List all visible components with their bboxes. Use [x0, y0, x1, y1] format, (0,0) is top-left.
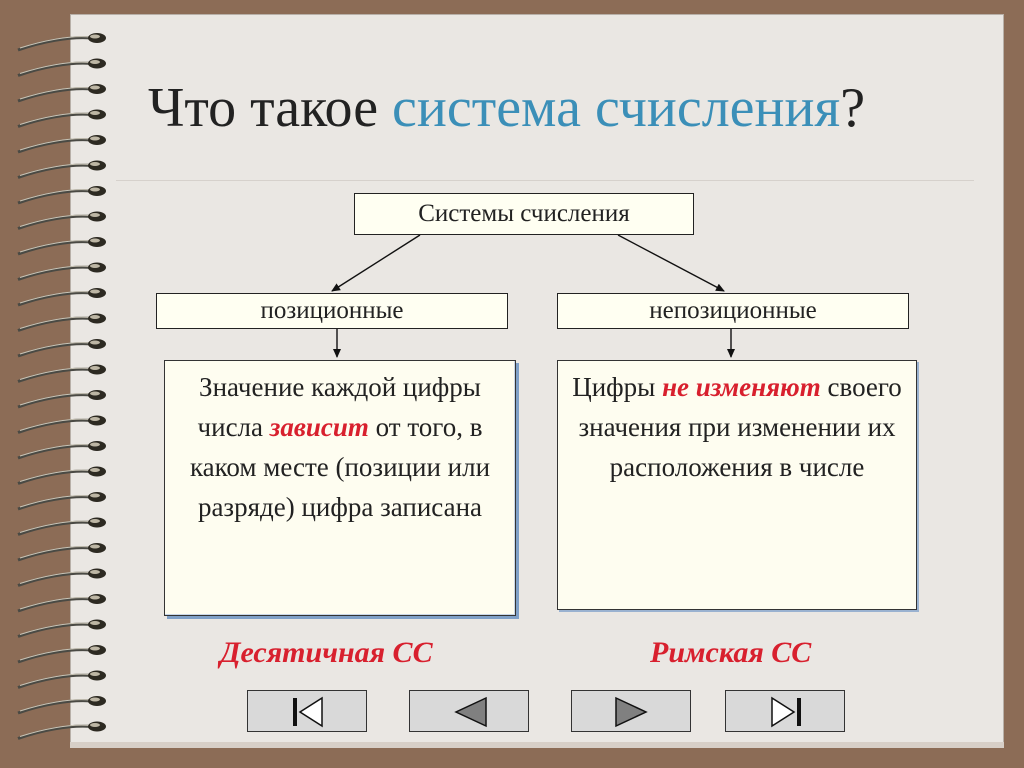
- nonpositional-desc-emphasis: не изменяют: [662, 372, 821, 402]
- spiral-ring: [18, 722, 106, 739]
- spiral-ring: [18, 339, 106, 356]
- positional-node: позиционные: [156, 293, 508, 329]
- slide-title: [148, 76, 865, 140]
- last-slide-button[interactable]: [725, 690, 845, 732]
- root-node: Системы счисления: [354, 193, 694, 235]
- skip-first-icon: [248, 691, 368, 733]
- spiral-ring: [18, 135, 106, 152]
- spiral-ring: [18, 696, 106, 713]
- spiral-ring: [18, 263, 106, 280]
- spiral-ring: [18, 467, 106, 484]
- positional-desc-emphasis: зависит: [269, 412, 369, 442]
- title-suffix: ?: [840, 77, 866, 139]
- nonpositional-desc-text-1: Цифры: [572, 372, 663, 402]
- positional-desc-text-2: от того, в каком месте (позиции или разряде) цифра записана: [189, 412, 491, 522]
- spiral-ring: [18, 161, 106, 178]
- positional-desc-text-1: Значение каждой цифры числа: [197, 372, 481, 442]
- spiral-ring: [18, 212, 106, 229]
- nonpositional-desc-text-2: своего значения при изменении их расположения в числе: [578, 372, 902, 482]
- spiral-ring: [18, 620, 106, 637]
- spiral-ring: [18, 416, 106, 433]
- spiral-ring: [18, 492, 106, 509]
- previous-slide-button[interactable]: [409, 690, 529, 732]
- positional-description: [164, 360, 516, 616]
- spiral-ring: [18, 365, 106, 382]
- skip-last-icon: [726, 691, 846, 733]
- spiral-ring: [18, 314, 106, 331]
- nonpositional-node: непозиционные: [557, 293, 909, 329]
- title-prefix: Что такое: [148, 77, 393, 139]
- spiral-ring: [18, 288, 106, 305]
- first-slide-button[interactable]: [247, 690, 367, 732]
- play-forward-icon: [572, 691, 692, 733]
- spiral-ring: [18, 33, 106, 50]
- play-back-icon: [410, 691, 530, 733]
- spiral-ring: [18, 518, 106, 535]
- spiral-ring: [18, 594, 106, 611]
- next-slide-button[interactable]: [571, 690, 691, 732]
- spiral-ring: [18, 543, 106, 560]
- spiral-ring: [18, 671, 106, 688]
- spiral-binding: [0, 0, 120, 768]
- positional-example: Десятичная СС: [220, 636, 433, 669]
- nonpositional-description: [557, 360, 917, 610]
- nonpositional-example: Римская СС: [650, 636, 812, 669]
- spiral-ring: [18, 645, 106, 662]
- spiral-ring: [18, 569, 106, 586]
- title-highlight: система счисления: [392, 77, 841, 139]
- title-divider: [116, 180, 974, 181]
- spiral-ring: [18, 441, 106, 458]
- spiral-ring: [18, 390, 106, 407]
- spiral-ring: [18, 186, 106, 203]
- spiral-ring: [18, 84, 106, 101]
- spiral-ring: [18, 59, 106, 76]
- spiral-ring: [18, 110, 106, 127]
- spiral-ring: [18, 237, 106, 254]
